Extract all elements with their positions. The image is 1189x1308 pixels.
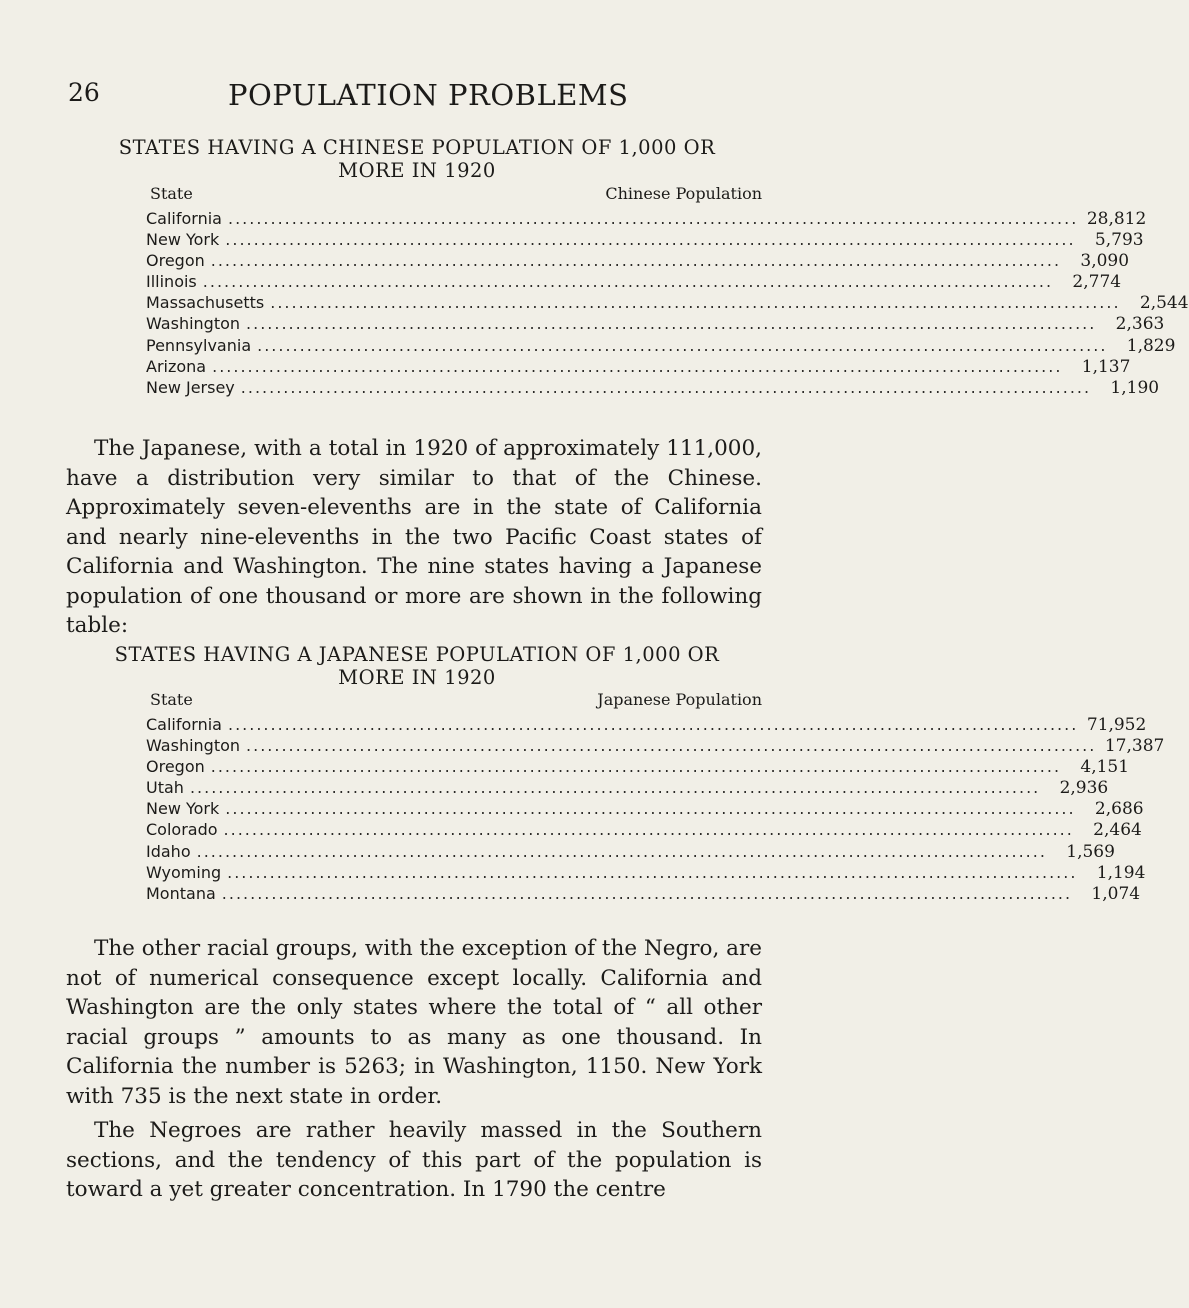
population-value: 1,829 <box>1126 335 1176 356</box>
japanese-table-column-headers <box>150 690 762 714</box>
chinese-table-title <box>72 136 762 182</box>
table-row <box>146 250 1130 272</box>
table-row <box>146 862 1146 883</box>
table-row <box>146 714 1147 735</box>
state-name: Wyoming <box>146 862 222 882</box>
table-row <box>146 798 1144 820</box>
japanese-table-rows <box>146 714 1165 904</box>
state-name: Washington <box>146 736 241 756</box>
leader-dots: ........................................................................................................................ <box>246 314 1097 334</box>
population-value: 1,569 <box>1066 841 1115 862</box>
leader-dots: ........................................................................................................................ <box>210 757 1062 777</box>
state-name: Utah <box>146 778 184 798</box>
state-name: California <box>146 209 222 228</box>
population-value: 1,190 <box>1110 377 1160 398</box>
state-name: Colorado <box>146 820 218 840</box>
population-value: 2,464 <box>1093 820 1142 841</box>
state-name: California <box>146 715 222 734</box>
paragraph-negroes <box>66 1116 762 1205</box>
leader-dots: ........................................................................................................................ <box>202 272 1054 292</box>
state-name: New York <box>146 230 220 250</box>
state-name: New Jersey <box>146 377 235 397</box>
population-value: 17,387 <box>1104 736 1165 757</box>
leader-dots: ........................................................................................................................ <box>240 377 1092 397</box>
table-row <box>146 777 1109 799</box>
state-name: Oregon <box>146 251 205 271</box>
chinese-table-column-headers <box>150 184 762 208</box>
japanese-col-state: State <box>150 690 193 709</box>
running-head: POPULATION PROBLEMS <box>228 78 629 112</box>
paragraph-text: The Negroes are rather heavily massed in the Southern sections, and the tendency of this part of the population is toward a yet greater concentration. In 1790 the centre <box>66 1118 762 1202</box>
population-value: 1,137 <box>1081 356 1131 377</box>
population-value: 2,544 <box>1139 293 1189 314</box>
population-value: 71,952 <box>1086 715 1147 735</box>
state-name: Illinois <box>146 272 197 292</box>
table-row <box>146 735 1165 757</box>
population-value: 4,151 <box>1080 757 1130 778</box>
japanese-table-title-line2: MORE IN 1920 <box>338 666 496 689</box>
paragraph-japanese-intro <box>66 434 762 641</box>
leader-dots: ........................................................................................................................ <box>227 862 1078 882</box>
population-value: 1,074 <box>1091 883 1141 904</box>
chinese-table-title-line2: MORE IN 1920 <box>338 159 496 182</box>
leader-dots: ........................................................................................................................ <box>223 820 1074 840</box>
population-value: 1,194 <box>1096 862 1146 883</box>
table-row <box>146 229 1144 251</box>
japanese-col-population: Japanese Population <box>597 690 762 709</box>
state-name: Arizona <box>146 356 207 376</box>
paragraph-text: The other racial groups, with the exception of the Negro, are not of numerical consequence except locally. California and Washington are the only states where the total of “ all other racial groups ” amounts to as many as one thousand. In California the number is 5263; in Washington, 1150. New York with 735 is the next state in order. <box>66 936 762 1109</box>
leader-dots: ........................................................................................................................ <box>227 209 1079 228</box>
chinese-col-state: State <box>150 184 193 203</box>
state-name: Idaho <box>146 841 191 861</box>
table-row <box>146 756 1130 778</box>
population-value: 3,090 <box>1080 251 1130 272</box>
table-row <box>146 841 1115 862</box>
state-name: Massachusetts <box>146 293 265 313</box>
leader-dots: ........................................................................................................................ <box>221 883 1073 903</box>
japanese-table-title-line1: STATES HAVING A JAPANESE POPULATION OF 1,000 OR <box>114 643 720 666</box>
state-name: Washington <box>146 314 241 334</box>
population-value: 2,936 <box>1059 778 1109 799</box>
table-row <box>146 208 1147 229</box>
table-row <box>146 819 1142 841</box>
population-value: 28,812 <box>1086 209 1147 229</box>
leader-dots: ........................................................................................................................ <box>225 799 1076 819</box>
table-row <box>146 377 1160 398</box>
page-header <box>0 78 800 118</box>
table-row <box>146 271 1122 293</box>
chinese-table-title-line1: STATES HAVING A CHINESE POPULATION OF 1,000 OR <box>118 136 716 159</box>
table-row <box>146 356 1131 377</box>
table-row <box>146 292 1189 314</box>
state-name: Oregon <box>146 757 205 777</box>
leader-dots: ........................................................................................................................ <box>210 251 1062 271</box>
leader-dots: ........................................................................................................................ <box>225 230 1076 250</box>
population-value: 2,774 <box>1072 272 1122 293</box>
state-name: New York <box>146 799 220 819</box>
table-row <box>146 883 1141 904</box>
population-value: 5,793 <box>1094 230 1144 251</box>
table-row <box>146 313 1165 335</box>
state-name: Montana <box>146 883 216 903</box>
leader-dots: ........................................................................................................................ <box>212 356 1063 376</box>
population-value: 2,363 <box>1115 314 1165 335</box>
paragraph-text: The Japanese, with a total in 1920 of approximately 111,000, have a distribution very similar to that of the Chinese. Approximately seven-elevenths are in the state of California and nearly nine-elevenths in the two Pacific Coast states of California and Washington. The nine states having a Japanese population of one thousand or more are shown in the following table: <box>66 436 762 638</box>
leader-dots: ........................................................................................................................ <box>246 736 1097 756</box>
leader-dots: ........................................................................................................................ <box>270 293 1121 313</box>
chinese-table-rows <box>146 208 1189 398</box>
leader-dots: ........................................................................................................................ <box>257 335 1108 355</box>
chinese-col-population: Chinese Population <box>605 184 762 203</box>
page-number: 26 <box>68 78 100 107</box>
leader-dots: ........................................................................................................................ <box>227 715 1079 734</box>
population-value: 2,686 <box>1094 799 1144 820</box>
japanese-table-title <box>72 643 762 689</box>
table-row <box>146 335 1176 356</box>
leader-dots: ........................................................................................................................ <box>189 778 1041 798</box>
paragraph-other-racial-groups <box>66 934 762 1111</box>
state-name: Pennsylvania <box>146 335 252 355</box>
leader-dots: ........................................................................................................................ <box>196 841 1047 861</box>
